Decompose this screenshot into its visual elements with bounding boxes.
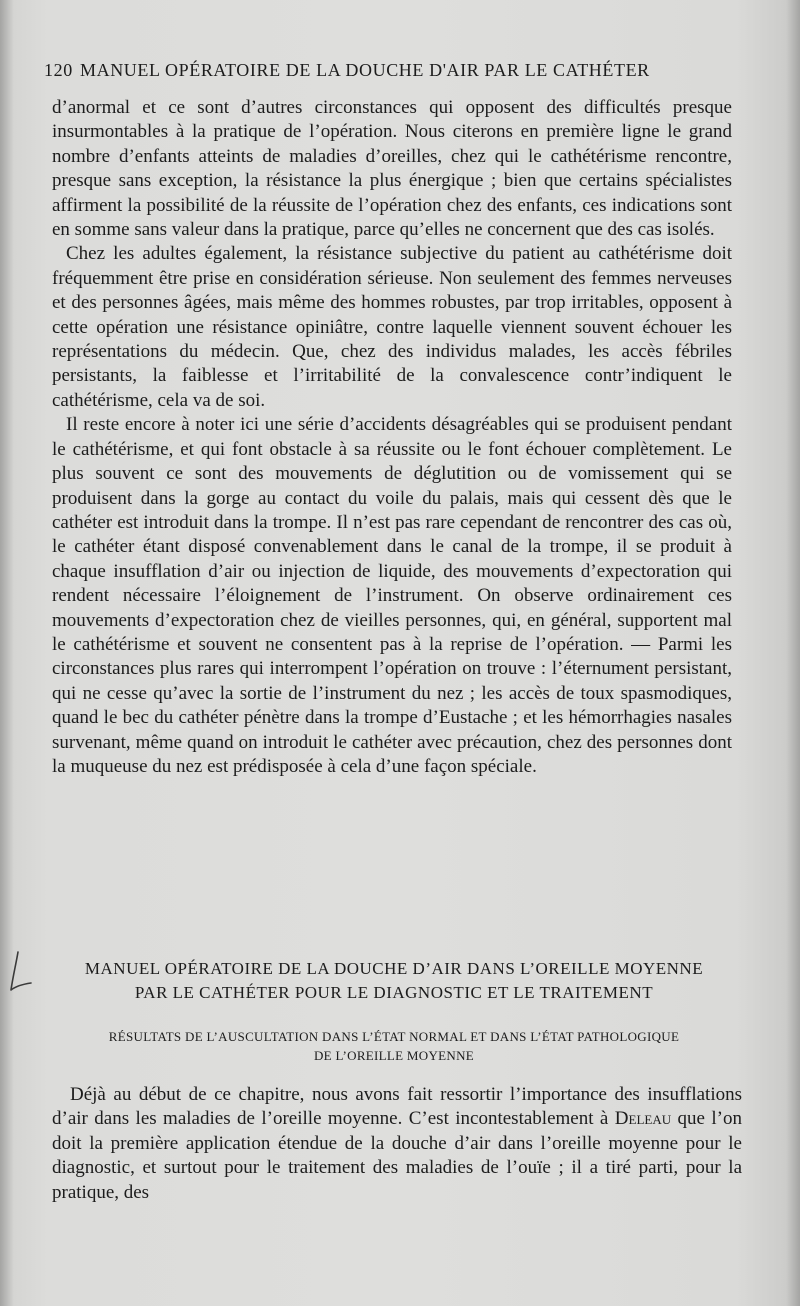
right-page-shadow bbox=[786, 0, 800, 1306]
paragraph-2: Chez les adultes également, la résistance subjective du patient au cathétérisme doit fréquemment être prise en considération sérieuse. Non seulement des femmes nerveuses et des personnes âgées, mais même des hommes robustes, par trop irritables, opposent à cette opération une résistance opiniâtre, contre laquelle viennent souvent échouer les représentations du médecin. Que, chez des individus malades, les accès fébriles persistants, la faiblesse et l’irritabilité de la convalescence contr’indiquent le cathétérisme, cela va de soi. bbox=[52, 243, 732, 411]
handwritten-margin-mark bbox=[4, 950, 34, 998]
section-subtitle bbox=[44, 1027, 744, 1065]
author-name: Deleau bbox=[614, 1108, 672, 1130]
running-header bbox=[44, 60, 744, 86]
section-title-line-1: MANUEL OPÉRATOIRE DE LA DOUCHE D’AIR DANS L’OREILLE MOYENNE bbox=[84, 959, 704, 978]
section-title-line-2: PAR LE CATHÉTER POUR LE DIAGNOSTIC ET LE TRAITEMENT bbox=[134, 983, 654, 1002]
paragraph-text-start: Déjà au début de ce chapitre, nous avons fait ressortir l’importance des insufflations d’air dans les maladies de l’oreille moyenne. C’est incontestablement à bbox=[52, 1084, 742, 1130]
section-title bbox=[44, 957, 744, 1005]
section-subtitle-line-1: RÉSULTATS DE L’AUSCULTATION DANS L’ÉTAT NORMAL ET DANS L’ÉTAT PATHOLOGIQUE bbox=[108, 1029, 680, 1044]
left-page-shadow bbox=[0, 0, 14, 1306]
section-first-paragraph bbox=[52, 1083, 742, 1205]
paragraph-text-end: que l’on doit la première application étendue de la douche d’air dans l’oreille moyenne pour le diagnostic, et surtout pour le traitement des maladies de l’ouïe ; il a tiré parti, pour la pratique, des bbox=[52, 1108, 742, 1203]
paragraph-3: Il reste encore à noter ici une série d’accidents désagréables qui se produisent pendant le cathétérisme, et qui font obstacle à sa réussite ou le font échouer complètement. Le plus souvent ce sont des mouvements de déglutition ou de vomissement qui se produisent dans la gorge au contact du voile du palais, mais qui cessent dès que le cathéter est introduit dans la trompe. Il n’est pas rare cependant de rencontrer des cas où, le cathéter étant disposé convenablement dans le canal de la trompe, il se produit à chaque insufflation d’air ou injection de liquide, des mouvements d’expectoration qui rendent nécessaire l’éloignement de l’instrument. On observe ordinairement ces mouvements d’expectoration chez de vieilles personnes, qui, en général, supportent mal le cathétérisme et souvent ne consentent pas à la reprise de l’opération. — Parmi les circonstances plus rares qui interrompent l’opération on trouve : l’éternument persistant, qui ne cesse qu’avec la sortie de l’instrument du nez ; les accès de toux spasmodiques, quand le bec du cathéter pénètre dans la trompe d’Eustache ; et les hémorrhagies nasales survenant, même quand on introduit le cathéter avec précaution, chez des personnes dont la muqueuse du nez est prédisposée à cela d’une façon spéciale. bbox=[52, 414, 732, 777]
paragraph-1: d’anormal et ce sont d’autres circonstances qui opposent des difficultés presque insurmontables à la pratique de l’opération. Nous citerons en première ligne le grand nombre d’enfants atteints de maladies d’oreilles, chez qui le cathétérisme rencontre, presque sans exception, la résistance la plus énergique ; bien que certains spécialistes affirment la possibilité de la réussite de l’opération chez des enfants, ces indications sont en somme sans valeur dans la pratique, parce qu’elles ne concernent que des cas isolés. bbox=[52, 97, 732, 241]
running-title: MANUEL OPÉRATOIRE DE LA DOUCHE D'AIR PAR LE CATHÉTER bbox=[80, 60, 650, 80]
section-subtitle-line-2: DE L’OREILLE MOYENNE bbox=[313, 1048, 475, 1063]
body-text bbox=[52, 96, 732, 779]
page-number: 120 bbox=[44, 60, 73, 80]
